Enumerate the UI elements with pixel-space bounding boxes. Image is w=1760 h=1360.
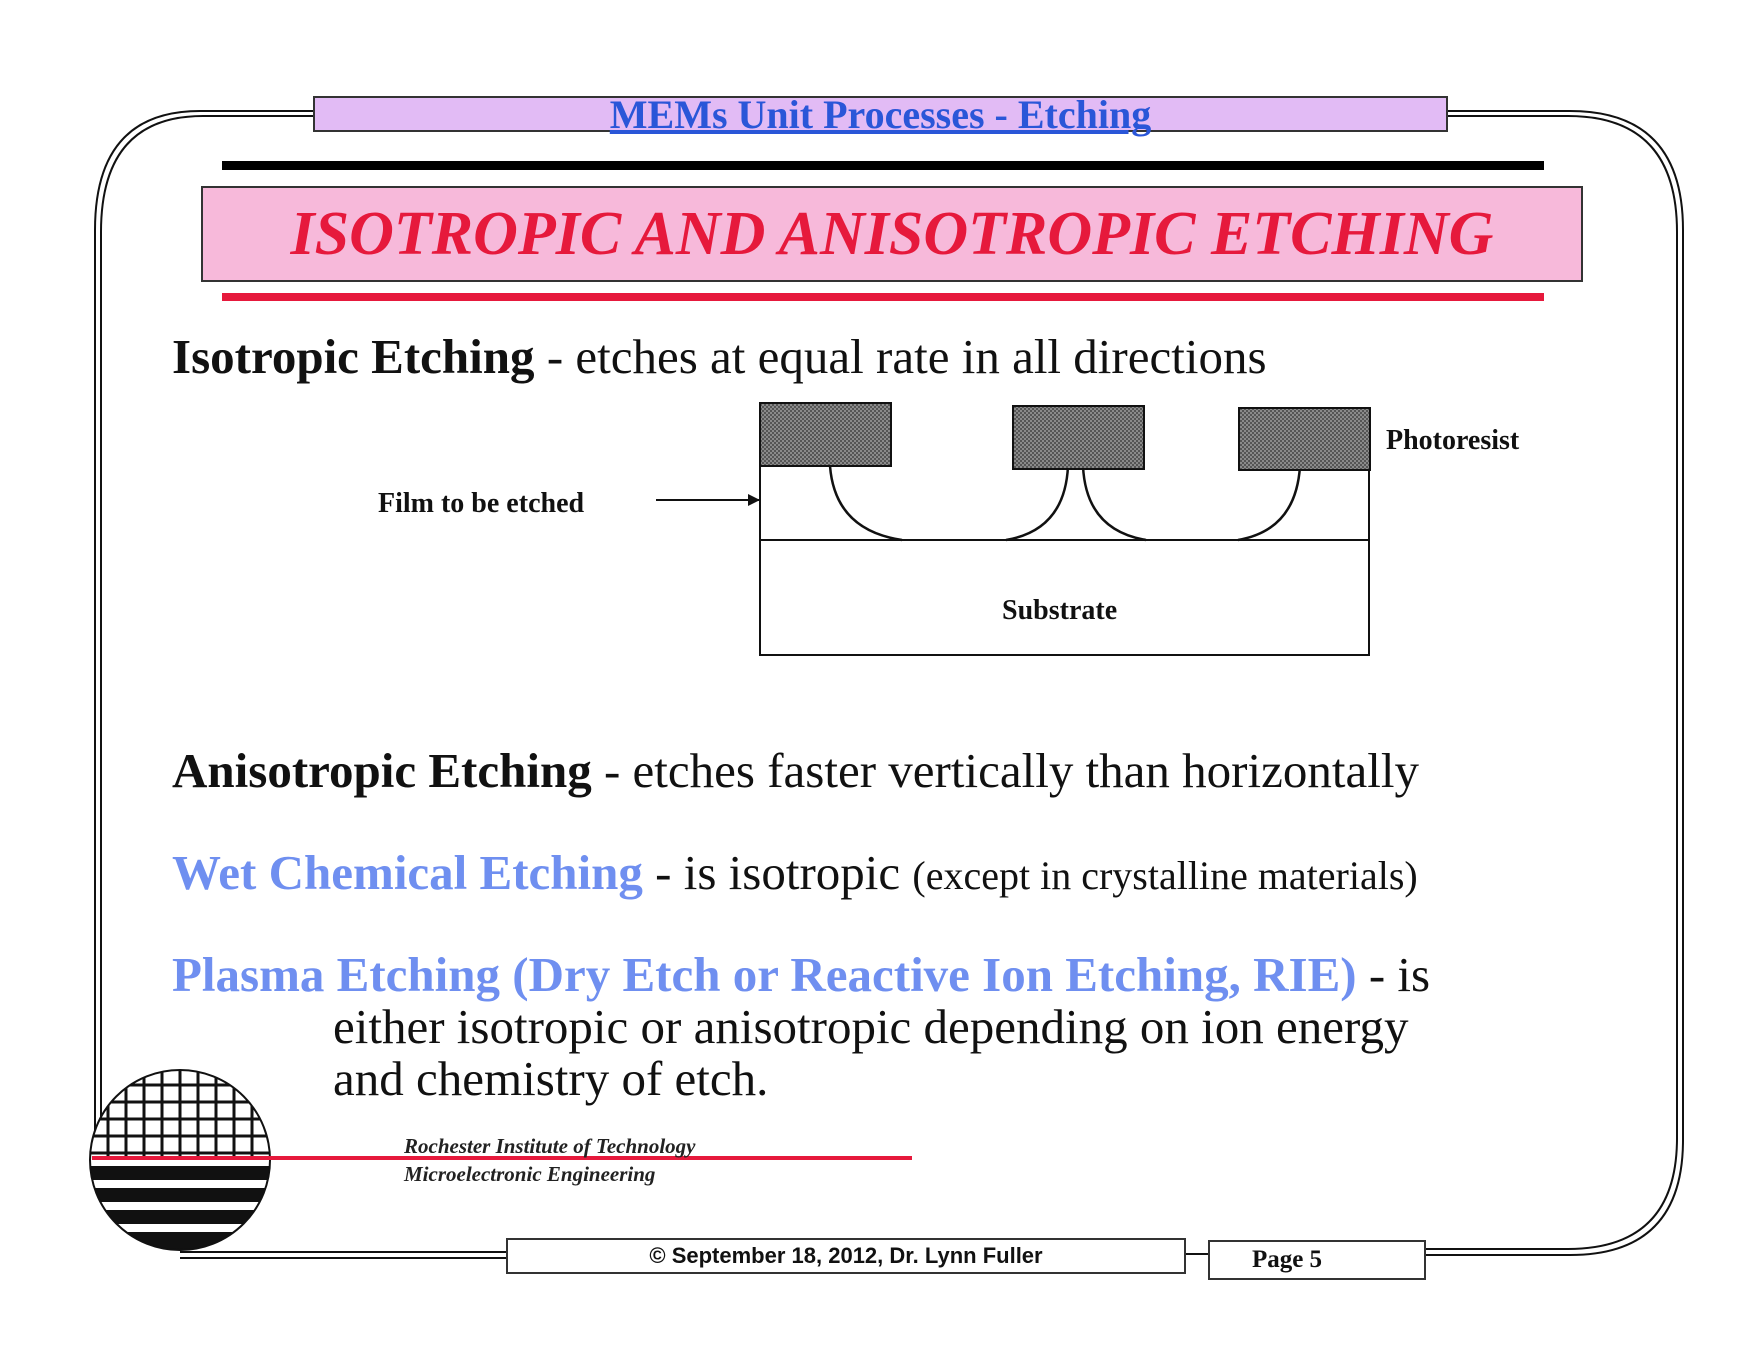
wet-etch-line [172, 845, 1418, 900]
footer-page-box [1208, 1240, 1426, 1280]
department-name: Microelectronic Engineering [404, 1162, 656, 1186]
plasma-etch-definition: - is [1356, 947, 1431, 1002]
wet-etch-definition: - is isotropic [642, 845, 913, 900]
plasma-etch-line-2: either isotropic or anisotropic depending on ion energy [333, 999, 1409, 1054]
anisotropic-term: Anisotropic Etching [172, 743, 592, 798]
substrate-label: Substrate [1002, 595, 1118, 626]
plasma-etch-line-3: and chemistry of etch. [333, 1051, 769, 1106]
slide-title: ISOTROPIC AND ANISOTROPIC ETCHING [290, 199, 1494, 268]
header-banner [313, 92, 1448, 137]
page-number: Page 5 [1251, 1246, 1323, 1273]
plasma-etch-term: Plasma Etching (Dry Etch or Reactive Ion Etching, RIE) [172, 947, 1357, 1002]
photoresist-block-1 [760, 403, 891, 466]
red-divider [222, 293, 1544, 301]
isotropic-definition: - etches at equal rate in all directions [534, 329, 1267, 384]
plasma-etch-line [172, 947, 1431, 1002]
footer-copyright: © September 18, 2012, Dr. Lynn Fuller [649, 1243, 1043, 1268]
anisotropic-line [172, 743, 1419, 798]
photoresist-block-3 [1239, 408, 1370, 470]
film-label: Film to be etched [378, 488, 585, 519]
photoresist-block-2 [1013, 406, 1144, 469]
isotropic-term: Isotropic Etching [172, 329, 535, 384]
anisotropic-definition: - etches faster vertically than horizontally [591, 743, 1419, 798]
banner-title: MEMs Unit Processes - Etching [609, 92, 1152, 137]
institute-name: Rochester Institute of Technology [404, 1134, 696, 1158]
isotropic-line [172, 329, 1267, 384]
slide-title-box [201, 186, 1583, 282]
black-divider [222, 161, 1544, 170]
wet-etch-term: Wet Chemical Etching [172, 845, 643, 900]
wet-etch-note: (except in crystalline materials) [912, 853, 1418, 898]
photoresist-label: Photoresist [1386, 425, 1520, 456]
footer-copyright-box [506, 1238, 1186, 1274]
